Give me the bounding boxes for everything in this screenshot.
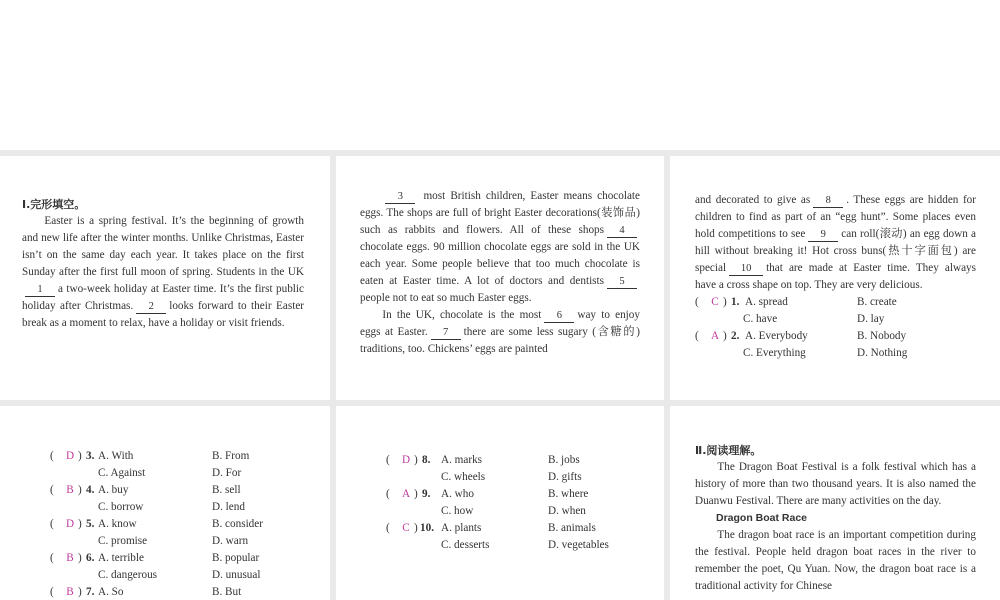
option-c: C. Everything bbox=[743, 347, 806, 359]
option-c: C. dangerous bbox=[98, 569, 158, 581]
reading-paragraph-1: The Dragon Boat Festival is a folk festival which has a history of more than two thousand years. It is also named the Duanwu Festival. There are many activities on the day. bbox=[695, 461, 976, 507]
paren-close: ) bbox=[78, 586, 82, 598]
paragraph-text: and decorated to give as bbox=[695, 194, 811, 206]
paragraph-text: most British children, Easter means chocolate eggs. The shops are full of bright Easter decorations(装饰品) such as rabbits and flowers. All of these shops bbox=[360, 190, 641, 236]
answer-mark: D bbox=[65, 518, 75, 530]
paren-close: ) bbox=[414, 488, 418, 500]
question-8 bbox=[386, 452, 644, 469]
option-c: C. promise bbox=[98, 535, 148, 547]
cloze-paragraph-4 bbox=[695, 192, 976, 294]
page-panel-questions-3-7 bbox=[0, 406, 330, 600]
answer-mark: D bbox=[65, 450, 75, 462]
option-d: D. lend bbox=[212, 501, 245, 513]
option-b: B. Nobody bbox=[857, 330, 907, 342]
section-heading-reading: Ⅱ.阅读理解。 bbox=[695, 444, 762, 457]
paren-open: ( bbox=[50, 586, 54, 598]
question-4-cont bbox=[50, 499, 310, 516]
reading-paragraph-2: The dragon boat race is an important competition during the festival. People held dragon boat races in the river to remember the poet, Qu Yuan. Now, the dragon boat race is a traditional activity for Chinese bbox=[695, 529, 976, 592]
top-blank-area bbox=[0, 0, 1000, 150]
option-b: B. animals bbox=[548, 522, 596, 534]
answer-mark: C bbox=[711, 296, 719, 308]
page-panel-cloze-middle bbox=[336, 156, 664, 400]
question-2 bbox=[695, 328, 976, 345]
paragraph-text: a two-week holiday at Easter time. It’s the first public holiday after Christmas. bbox=[22, 283, 304, 312]
question-3-cont bbox=[50, 465, 310, 482]
option-b: B. where bbox=[548, 488, 589, 500]
option-d: D. Nothing bbox=[857, 347, 908, 359]
option-d: D. lay bbox=[857, 313, 885, 325]
question-9-cont bbox=[386, 503, 644, 520]
answer-mark: A bbox=[710, 330, 720, 342]
question-number: 6. bbox=[86, 552, 95, 564]
answer-mark: B bbox=[66, 586, 74, 598]
paragraph-text: Easter is a spring festival. It’s the beginning of growth and new life after the winter months. Unlike Christmas, Easter isn’t on the same day each year. It takes place on the first Sunday after the first full moon of spring. Students in the UK bbox=[22, 215, 304, 278]
answer-mark: D bbox=[401, 454, 411, 466]
question-number: 10. bbox=[420, 522, 434, 534]
question-4 bbox=[50, 482, 310, 499]
option-b: B. create bbox=[857, 296, 897, 308]
paren-close: ) bbox=[723, 330, 727, 342]
paren-open: ( bbox=[386, 488, 390, 500]
option-c: C. Against bbox=[98, 467, 146, 479]
page-panel-reading bbox=[670, 406, 1000, 600]
question-number: 1. bbox=[731, 296, 740, 308]
question-6-cont bbox=[50, 567, 310, 584]
answer-mark: C bbox=[402, 522, 410, 534]
paren-close: ) bbox=[78, 518, 82, 530]
paren-open: ( bbox=[50, 552, 54, 564]
option-b: B. From bbox=[212, 450, 250, 462]
option-d: D. gifts bbox=[548, 471, 582, 483]
question-1 bbox=[695, 294, 976, 311]
option-d: D. warn bbox=[212, 535, 249, 547]
blank-4: 4 bbox=[607, 224, 637, 238]
answer-mark: B bbox=[66, 484, 74, 496]
option-c: C. wheels bbox=[441, 471, 486, 483]
question-number: 9. bbox=[422, 488, 431, 500]
cloze-paragraph-1 bbox=[22, 213, 304, 332]
option-d: D. vegetables bbox=[548, 539, 609, 551]
question-10-cont bbox=[386, 537, 644, 554]
question-1-cont bbox=[695, 311, 976, 328]
option-a: A. Everybody bbox=[745, 330, 808, 342]
question-9 bbox=[386, 486, 644, 503]
page-panel-cloze-intro bbox=[0, 156, 330, 400]
answer-mark: B bbox=[66, 552, 74, 564]
option-b: B. popular bbox=[212, 552, 260, 564]
question-number: 2. bbox=[731, 330, 740, 342]
paren-open: ( bbox=[386, 522, 390, 534]
paren-open: ( bbox=[695, 296, 699, 308]
paragraph-text: In the UK, chocolate is the most bbox=[382, 309, 542, 321]
blank-1: 1 bbox=[25, 283, 55, 297]
paren-close: ) bbox=[78, 450, 82, 462]
blank-2: 2 bbox=[136, 300, 166, 314]
paragraph-text: . These eggs are hidden for children to find as part of an “egg hunt”. Some places even hold competitions to see bbox=[695, 194, 976, 240]
question-5-cont bbox=[50, 533, 310, 550]
option-d: D. when bbox=[548, 505, 586, 517]
option-b: B. jobs bbox=[548, 454, 580, 466]
option-d: D. For bbox=[212, 467, 242, 479]
option-c: C. borrow bbox=[98, 501, 144, 513]
paragraph-text: that are made at Easter time. They always have a cross shape on top. They are very delicious. bbox=[695, 262, 976, 291]
question-10 bbox=[386, 520, 644, 537]
paren-close: ) bbox=[78, 552, 82, 564]
question-number: 4. bbox=[86, 484, 95, 496]
question-3 bbox=[50, 448, 310, 465]
option-a: A. plants bbox=[441, 522, 482, 534]
paren-close: ) bbox=[78, 484, 82, 496]
question-number: 8. bbox=[422, 454, 431, 466]
option-a: A. buy bbox=[98, 484, 129, 496]
blank-10: 10 bbox=[729, 262, 763, 276]
paragraph-text: there are some less sugary (含糖的) traditions, too. Chickens’ eggs are painted bbox=[360, 326, 640, 355]
question-number: 5. bbox=[86, 518, 95, 530]
question-8-cont bbox=[386, 469, 644, 486]
paren-close: ) bbox=[414, 454, 418, 466]
option-a: A. With bbox=[98, 450, 134, 462]
page-panel-cloze-end bbox=[670, 156, 1000, 400]
option-a: A. spread bbox=[745, 296, 788, 308]
option-b: B. sell bbox=[212, 484, 241, 496]
cloze-paragraph-3 bbox=[360, 307, 640, 358]
option-a: A. terrible bbox=[98, 552, 144, 564]
paragraph-text: looks forward to their Easter break as a moment to relax, have a holiday or visit friends. bbox=[22, 300, 305, 329]
option-a: A. marks bbox=[441, 454, 483, 466]
blank-6: 6 bbox=[544, 309, 574, 323]
option-b: B. consider bbox=[212, 518, 263, 530]
blank-9: 9 bbox=[808, 228, 838, 242]
question-7 bbox=[50, 584, 310, 600]
question-number: 7. bbox=[86, 586, 95, 598]
paren-open: ( bbox=[50, 518, 54, 530]
paragraph-text: can roll(滚动) an egg down a hill without breaking it! Hot cross buns(热十字面包) are special bbox=[695, 228, 976, 274]
paren-open: ( bbox=[50, 450, 54, 462]
section-heading-cloze: Ⅰ.完形填空。 bbox=[22, 198, 86, 211]
option-b: B. But bbox=[212, 586, 242, 598]
option-a: A. who bbox=[441, 488, 474, 500]
question-number: 3. bbox=[86, 450, 95, 462]
question-6 bbox=[50, 550, 310, 567]
question-2-cont bbox=[695, 345, 976, 362]
paren-open: ( bbox=[50, 484, 54, 496]
blank-5: 5 bbox=[607, 275, 637, 289]
paren-open: ( bbox=[386, 454, 390, 466]
question-5 bbox=[50, 516, 310, 533]
paragraph-text: chocolate eggs. 90 million chocolate eggs are sold in the UK each year. Some people believe that too much chocolate is eaten at Easter time. A lot of doctors and dentists bbox=[360, 241, 640, 287]
answer-mark: A bbox=[401, 488, 411, 500]
blank-8: 8 bbox=[813, 194, 843, 208]
paragraph-text: people not to eat so much Easter eggs. bbox=[360, 292, 532, 304]
reading-subheading: Dragon Boat Race bbox=[716, 512, 808, 524]
cloze-paragraph-2 bbox=[360, 188, 640, 307]
blank-7: 7 bbox=[431, 326, 461, 340]
option-a: A. So bbox=[98, 586, 124, 598]
page-panel-questions-8-10 bbox=[336, 406, 664, 600]
paren-open: ( bbox=[695, 330, 699, 342]
blank-3: 3 bbox=[385, 190, 415, 204]
option-d: D. unusual bbox=[212, 569, 261, 581]
paren-close: ) bbox=[723, 296, 727, 308]
option-c: C. have bbox=[743, 313, 778, 325]
option-c: C. desserts bbox=[441, 539, 490, 551]
option-c: C. how bbox=[441, 505, 474, 517]
option-a: A. know bbox=[98, 518, 137, 530]
paren-close: ) bbox=[414, 522, 418, 534]
paragraph-text: way to enjoy eggs at Easter. bbox=[360, 309, 640, 338]
